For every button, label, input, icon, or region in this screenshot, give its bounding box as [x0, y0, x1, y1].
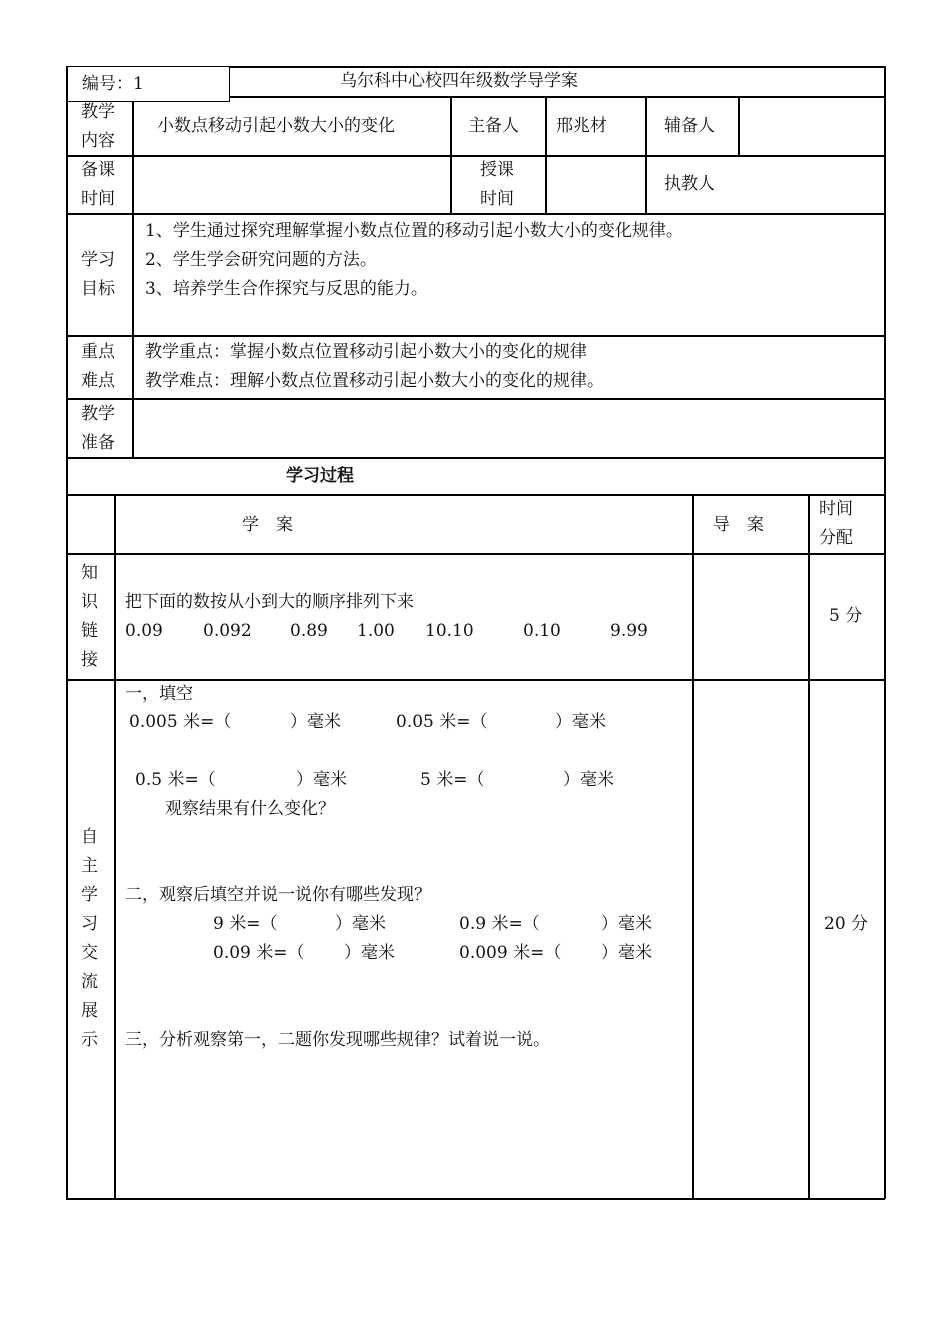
q1-c-text: 0.5 米=（ — [135, 770, 216, 790]
lead-value: 邢兆材 — [556, 116, 607, 136]
q2-d-text: 0.009 米=（ — [459, 943, 562, 963]
section2-label-8: 示 — [81, 1030, 98, 1050]
number-1: 0.09 — [125, 621, 163, 641]
section1-label-2: 识 — [81, 592, 98, 612]
q3-title: 三，分析观察第一，二题你发现哪些规律？试着说一说。 — [125, 1030, 550, 1050]
q1-b-text: 0.05 米=（ — [396, 712, 488, 732]
page-title: 乌尔科中心校四年级数学导学案 — [340, 71, 578, 91]
goal-item-3: 3、培养学生合作探究与反思的能力。 — [145, 279, 428, 299]
prep-time-label-1: 备课 — [81, 160, 115, 180]
section2-label-6: 流 — [81, 972, 98, 992]
number-6: 0.10 — [523, 621, 561, 641]
key-point-2: 教学难点：理解小数点位置移动引起小数大小的变化的规律。 — [145, 371, 604, 391]
goal-item-1: 1、学生通过探究理解掌握小数点位置的移动引起小数大小的变化规律。 — [145, 221, 683, 241]
teach-time-label-2: 时间 — [480, 189, 514, 209]
q1-b-unit: ）毫米 — [555, 712, 606, 732]
q2-c-text: 0.09 米=（ — [213, 943, 305, 963]
content-label-2: 内容 — [81, 131, 115, 151]
content-value: 小数点移动引起小数大小的变化 — [157, 116, 395, 136]
number-2: 0.092 — [203, 621, 252, 641]
teacher-label: 执教人 — [664, 174, 715, 194]
col-time-header-1: 时间 — [819, 499, 853, 519]
number-5: 10.10 — [425, 621, 474, 641]
section1-time: 5 分 — [829, 606, 863, 626]
goals-label-2: 目标 — [81, 279, 115, 299]
section1-label-4: 接 — [81, 650, 98, 670]
section2-label-4: 习 — [81, 914, 98, 934]
section2-label-5: 交 — [81, 943, 98, 963]
q2-a-text: 9 米=（ — [213, 914, 278, 934]
col-plan-header: 学 案 — [242, 515, 293, 535]
number-4: 1.00 — [357, 621, 395, 641]
section2-label-1: 自 — [81, 827, 98, 847]
q1-c-unit: ）毫米 — [296, 770, 347, 790]
section1-label-1: 知 — [81, 563, 98, 583]
key-label-2: 难点 — [81, 371, 115, 391]
q1-title: 一，填空 — [125, 684, 193, 704]
serial-number: 编号：1 — [82, 74, 144, 94]
q1-a-unit: ）毫米 — [290, 712, 341, 732]
process-title: 学习过程 — [286, 466, 354, 486]
q1-observe: 观察结果有什么变化？ — [165, 799, 335, 819]
section2-label-3: 学 — [81, 885, 98, 905]
prep-label-1: 教学 — [81, 404, 115, 424]
content-label-1: 教学 — [81, 102, 115, 122]
q2-b-unit: ）毫米 — [601, 914, 652, 934]
key-label-1: 重点 — [81, 342, 115, 362]
q2-a-unit: ）毫米 — [335, 914, 386, 934]
key-point-1: 教学重点：掌握小数点位置移动引起小数大小的变化的规律 — [145, 342, 587, 362]
q2-title: 二，观察后填空并说一说你有哪些发现？ — [125, 885, 431, 905]
number-3: 0.89 — [290, 621, 328, 641]
q2-c-unit: ）毫米 — [344, 943, 395, 963]
section2-time: 20 分 — [824, 914, 869, 934]
section1-instruction: 把下面的数按从小到大的顺序排列下来 — [125, 592, 414, 612]
assist-label: 辅备人 — [664, 116, 715, 136]
q1-a-text: 0.005 米=（ — [129, 712, 232, 732]
section2-label-2: 主 — [81, 856, 98, 876]
section1-label-3: 链 — [81, 621, 98, 641]
goals-label-1: 学习 — [81, 250, 115, 270]
section2-label-7: 展 — [81, 1001, 98, 1021]
prep-label-2: 准备 — [81, 433, 115, 453]
q1-d-unit: ）毫米 — [563, 770, 614, 790]
lead-label: 主备人 — [468, 116, 519, 136]
q2-d-unit: ）毫米 — [601, 943, 652, 963]
number-7: 9.99 — [610, 621, 648, 641]
prep-time-label-2: 时间 — [81, 189, 115, 209]
q1-d-text: 5 米=（ — [420, 770, 485, 790]
col-guide-header: 导 案 — [713, 515, 764, 535]
col-time-header-2: 分配 — [819, 528, 853, 548]
q2-b-text: 0.9 米=（ — [459, 914, 540, 934]
teach-time-label-1: 授课 — [480, 160, 514, 180]
goal-item-2: 2、学生学会研究问题的方法。 — [145, 250, 377, 270]
